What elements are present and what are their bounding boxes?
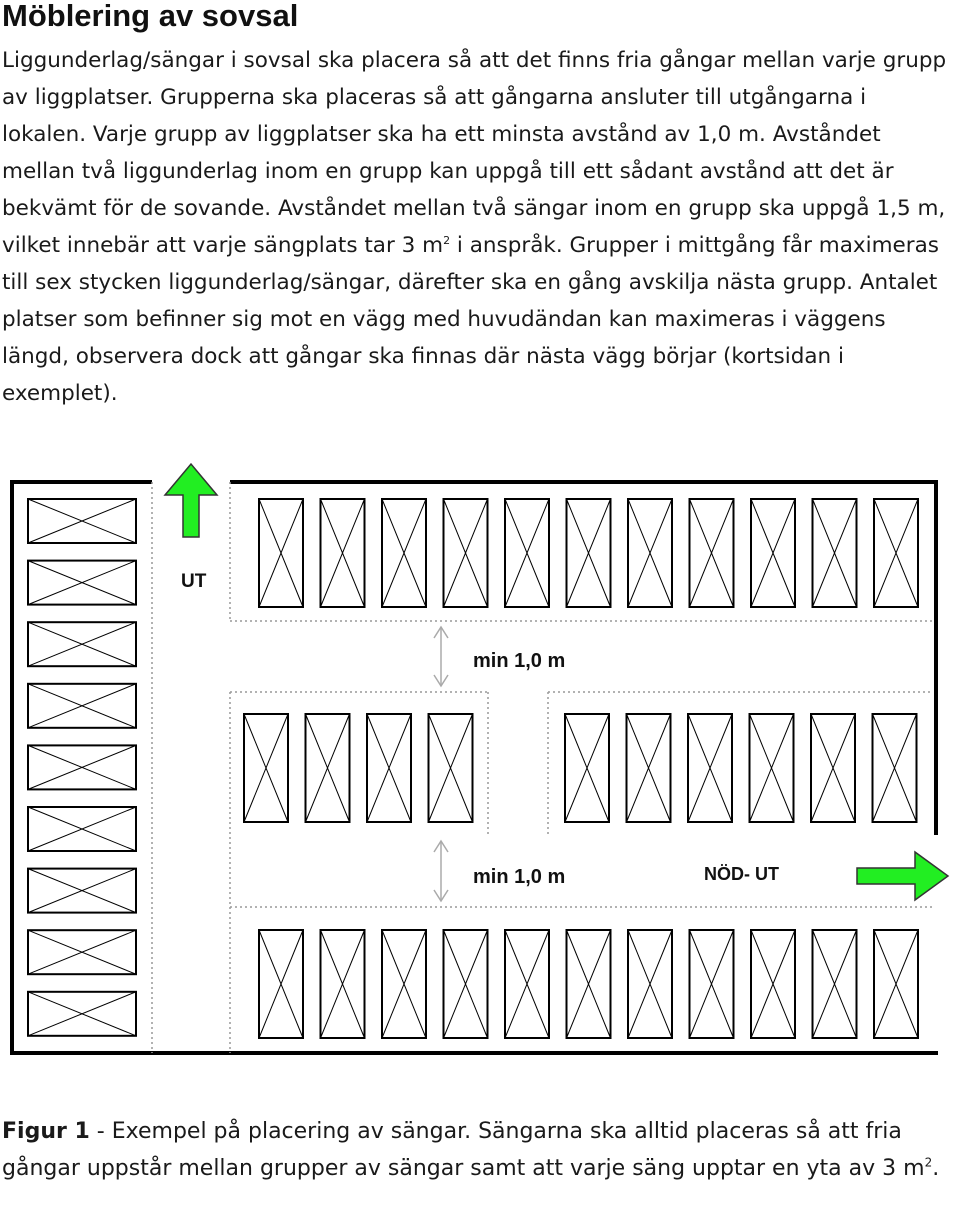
bed [567, 499, 611, 607]
body-paragraph [2, 42, 952, 412]
emergency-exit-arrow-icon [857, 852, 948, 900]
bed [628, 499, 672, 607]
bed [444, 930, 488, 1038]
room-walls [10, 480, 938, 1055]
bed [690, 499, 734, 607]
bed [874, 499, 918, 607]
bed [429, 714, 473, 822]
bed [567, 930, 611, 1038]
body-superscript: 2 [443, 233, 451, 247]
caption-text: Exempel på placering av sängar. Sängarna ska alltid placeras så att fria gångar uppstår mellan grupper av sängar samt att varje säng upptar en yta av 3 m [2, 1119, 925, 1181]
bed [873, 714, 917, 822]
distance-arrow-1 [434, 627, 448, 686]
emergency-exit-label: NÖD- UT [704, 864, 779, 884]
body-text-part-1: Liggunderlag/sängar i sovsal ska placera så att det finns fria gångar mellan varje grupp av liggplatser. Grupperna ska placeras så att gångarna ansluter till utgångarna i lokalen. Varje grupp av liggplatser ska ha ett minsta avstånd av 1,0 m. Avståndet mellan två liggunderlag inom en grupp kan uppgå till ett sådant avstånd att det är bekvämt för de sovande. Avståndet mellan två sängar inom en grupp ska uppgå 1,5 m, vilket innebär att varje sängplats tar 3 m [2, 48, 947, 258]
distance-arrows [434, 627, 448, 901]
exit-label: UT [181, 571, 207, 592]
bed [382, 930, 426, 1038]
bed [382, 499, 426, 607]
bed [28, 684, 136, 728]
bed [505, 930, 549, 1038]
caption-separator: - [89, 1119, 112, 1144]
bed [811, 714, 855, 822]
aisle-lines [152, 482, 932, 1053]
bed [321, 930, 365, 1038]
bed [259, 930, 303, 1038]
floor-plan [0, 455, 960, 1060]
caption-figure-label: Figur 1 [2, 1119, 90, 1144]
bed [28, 745, 136, 789]
bed [627, 714, 671, 822]
bed [444, 499, 488, 607]
bed [28, 622, 136, 666]
bed [505, 499, 549, 607]
beds [28, 499, 918, 1038]
body-text-part-2: i anspråk. Grupper i mittgång får maximeras till sex stycken liggunderlag/sängar, därefter ska en gång avskilja nästa grupp. Antalet platser som befinner sig mot en vägg med huvudändan kan maximeras i väggens längd, observera dock att gångar ska finnas där nästa vägg börjar (kortsidan i exemplet). [2, 233, 939, 406]
bed [367, 714, 411, 822]
bed [28, 499, 136, 543]
bed [874, 930, 918, 1038]
bed [688, 714, 732, 822]
caption-end: . [932, 1156, 940, 1181]
caption-superscript: 2 [924, 1155, 933, 1170]
bed [306, 714, 350, 822]
bed [28, 869, 136, 913]
page-title: Möblering av sovsal [2, 0, 299, 33]
bed [751, 930, 795, 1038]
figure-caption [2, 1113, 952, 1187]
bed [628, 930, 672, 1038]
bed [565, 714, 609, 822]
bed [813, 499, 857, 607]
aisle-width-label-1: min 1,0 m [473, 650, 566, 672]
bed [259, 499, 303, 607]
bed [751, 499, 795, 607]
bed [244, 714, 288, 822]
bed [28, 561, 136, 605]
bed [28, 807, 136, 851]
bed [690, 930, 734, 1038]
bed [28, 992, 136, 1036]
bed [321, 499, 365, 607]
bed [750, 714, 794, 822]
bed [28, 930, 136, 974]
exit-arrow-up-icon [165, 464, 217, 537]
bed [813, 930, 857, 1038]
aisle-width-label-2: min 1,0 m [473, 866, 566, 888]
distance-arrow-2 [434, 841, 448, 901]
